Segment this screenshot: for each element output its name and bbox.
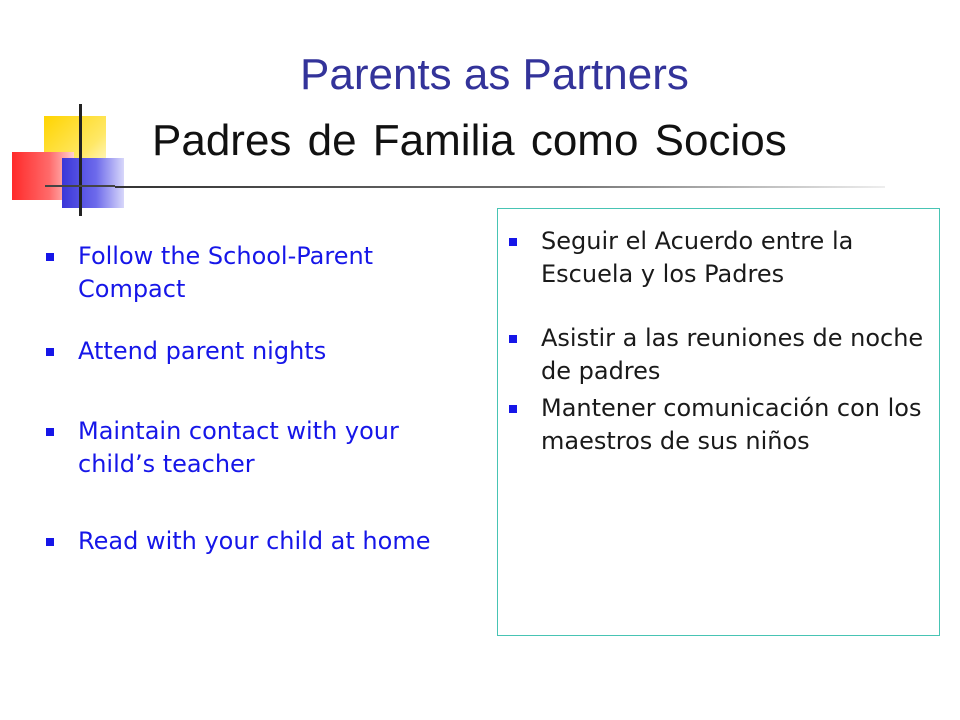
title-underline	[115, 186, 885, 188]
english-list-column	[45, 240, 465, 595]
list-item-text: Attend parent nights	[78, 337, 327, 365]
list-item-text: Read with your child at home	[78, 527, 431, 555]
list-item-text: Seguir el Acuerdo entre la Escuela y los Padres	[541, 227, 854, 288]
list-item	[45, 335, 465, 415]
bullet-square-icon	[46, 538, 54, 546]
bullet-square-icon	[509, 238, 517, 246]
bullet-square-icon	[509, 335, 517, 343]
list-item	[508, 392, 939, 502]
list-item-text: Asistir a las reuniones de noche de padres	[541, 324, 924, 385]
bullet-square-icon	[46, 348, 54, 356]
english-bullet-list	[45, 240, 465, 595]
list-item	[45, 525, 465, 595]
list-item-text: Maintain contact with your child’s teacher	[78, 417, 399, 478]
list-item	[508, 322, 939, 392]
bullet-square-icon	[46, 253, 54, 261]
bullet-square-icon	[509, 405, 517, 413]
list-item-text: Mantener comunicación con los maestros de sus niños	[541, 394, 922, 455]
title-english: Parents as Partners	[300, 50, 689, 99]
logo-horizontal-line	[45, 185, 115, 187]
logo-vertical-line	[79, 104, 82, 216]
spanish-bullet-list	[498, 209, 939, 502]
list-item	[45, 415, 465, 525]
spanish-list-box	[497, 208, 940, 636]
list-item	[45, 240, 465, 335]
title-spanish: Padres de Familia como Socios	[152, 116, 787, 165]
logo-blue-square	[62, 158, 124, 208]
list-item	[508, 225, 939, 322]
list-item-text: Follow the School-Parent Compact	[78, 242, 374, 303]
bullet-square-icon	[46, 428, 54, 436]
